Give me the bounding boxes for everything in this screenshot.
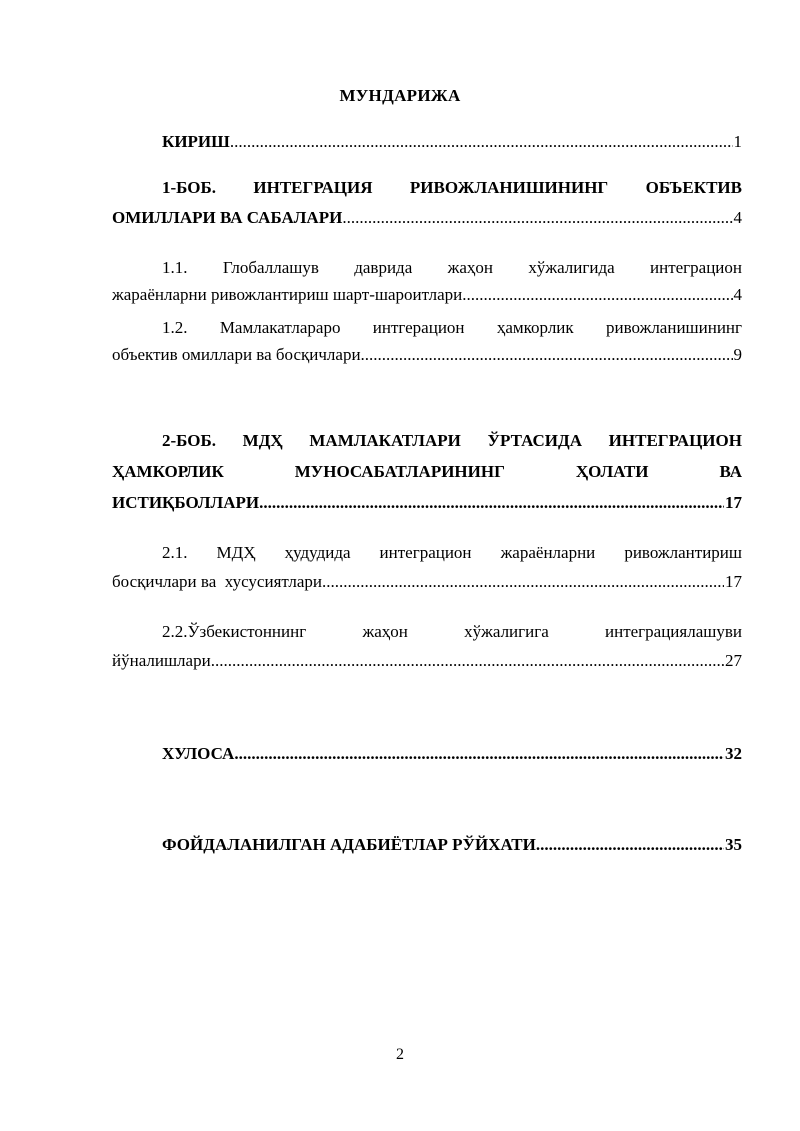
toc-entry-title: КИРИШ xyxy=(162,132,230,151)
toc-page-number: 27 xyxy=(725,651,742,670)
toc-entry-title: ФОЙДАЛАНИЛГАН АДАБИЁТЛАР РЎЙХАТИ xyxy=(162,835,536,854)
toc-page-number: 4 xyxy=(733,208,742,227)
dot-leader xyxy=(462,285,732,305)
toc-entry-section-1-2[interactable] xyxy=(112,318,742,365)
toc-page-number: 32 xyxy=(725,744,742,763)
toc-entry-title: объектив омиллари ва босқичлари xyxy=(112,345,361,364)
toc-page-number: 4 xyxy=(733,285,742,304)
dot-leader xyxy=(211,651,724,671)
dot-leader xyxy=(361,345,733,365)
toc-entry-title: ОМИЛЛАРИ ВА САБАЛАРИ xyxy=(112,208,343,227)
toc-entry-section-1-1[interactable] xyxy=(112,258,742,305)
toc-entry-line: ҲАМКОРЛИК МУНОСАБАТЛАРИНИНГ ҲОЛАТИ ВА xyxy=(112,462,742,481)
toc-entry-intro[interactable] xyxy=(112,132,742,152)
toc-entry-chapter-1[interactable] xyxy=(112,178,742,228)
dot-leader xyxy=(259,493,724,513)
dot-leader xyxy=(234,744,724,764)
toc-entry-title: босқичлари ва хусусиятлари xyxy=(112,572,323,591)
toc-page-number: 35 xyxy=(725,835,742,854)
toc-entry-references[interactable] xyxy=(112,835,742,855)
page-title: МУНДАРИЖА xyxy=(339,86,461,105)
toc-entry-conclusion[interactable] xyxy=(112,744,742,764)
toc-page-number: 17 xyxy=(725,493,742,512)
toc-entry-line: 1-БОБ. ИНТЕГРАЦИЯ РИВОЖЛАНИШИНИНГ ОБЪЕКТИВ xyxy=(162,178,742,197)
toc-entry-line: 2.2.Ўзбекистоннинг жаҳон хўжалигига интеграциялашуви xyxy=(162,622,742,641)
page-number: 2 xyxy=(396,1046,404,1063)
toc-entry-title: ИСТИҚБОЛЛАРИ xyxy=(112,493,260,512)
toc-entry-section-2-1[interactable] xyxy=(112,543,742,592)
dot-leader xyxy=(342,208,732,228)
toc-entry-line: 1.2. Мамлакатлараро интгерацион ҳамкорлик ривожланишининг xyxy=(162,318,742,337)
toc-page-number: 17 xyxy=(725,572,742,591)
toc-page-number: 1 xyxy=(733,132,742,151)
toc-entry-section-2-2[interactable] xyxy=(112,622,742,671)
toc-entry-line: 2-БОБ. МДҲ МАМЛАКАТЛАРИ ЎРТАСИДА ИНТЕГРАЦИОН xyxy=(162,431,742,450)
dot-leader xyxy=(536,835,724,855)
toc-entry-title: ХУЛОСА xyxy=(162,744,235,763)
toc-entry-line: 1.1. Глобаллашув даврида жаҳон хўжалигида интеграцион xyxy=(162,258,742,277)
toc-entry-chapter-2[interactable] xyxy=(112,431,742,513)
toc-entry-title: жараёнларни ривожлантириш шарт-шароитлари xyxy=(112,285,463,304)
toc-entry-line: 2.1. МДҲ ҳудудида интеграцион жараёнларни ривожлантириш xyxy=(162,543,742,562)
dot-leader xyxy=(322,572,724,592)
toc-page-number: 9 xyxy=(733,345,742,364)
dot-leader xyxy=(230,132,733,152)
toc-entry-title: йўналишлари xyxy=(112,651,211,670)
